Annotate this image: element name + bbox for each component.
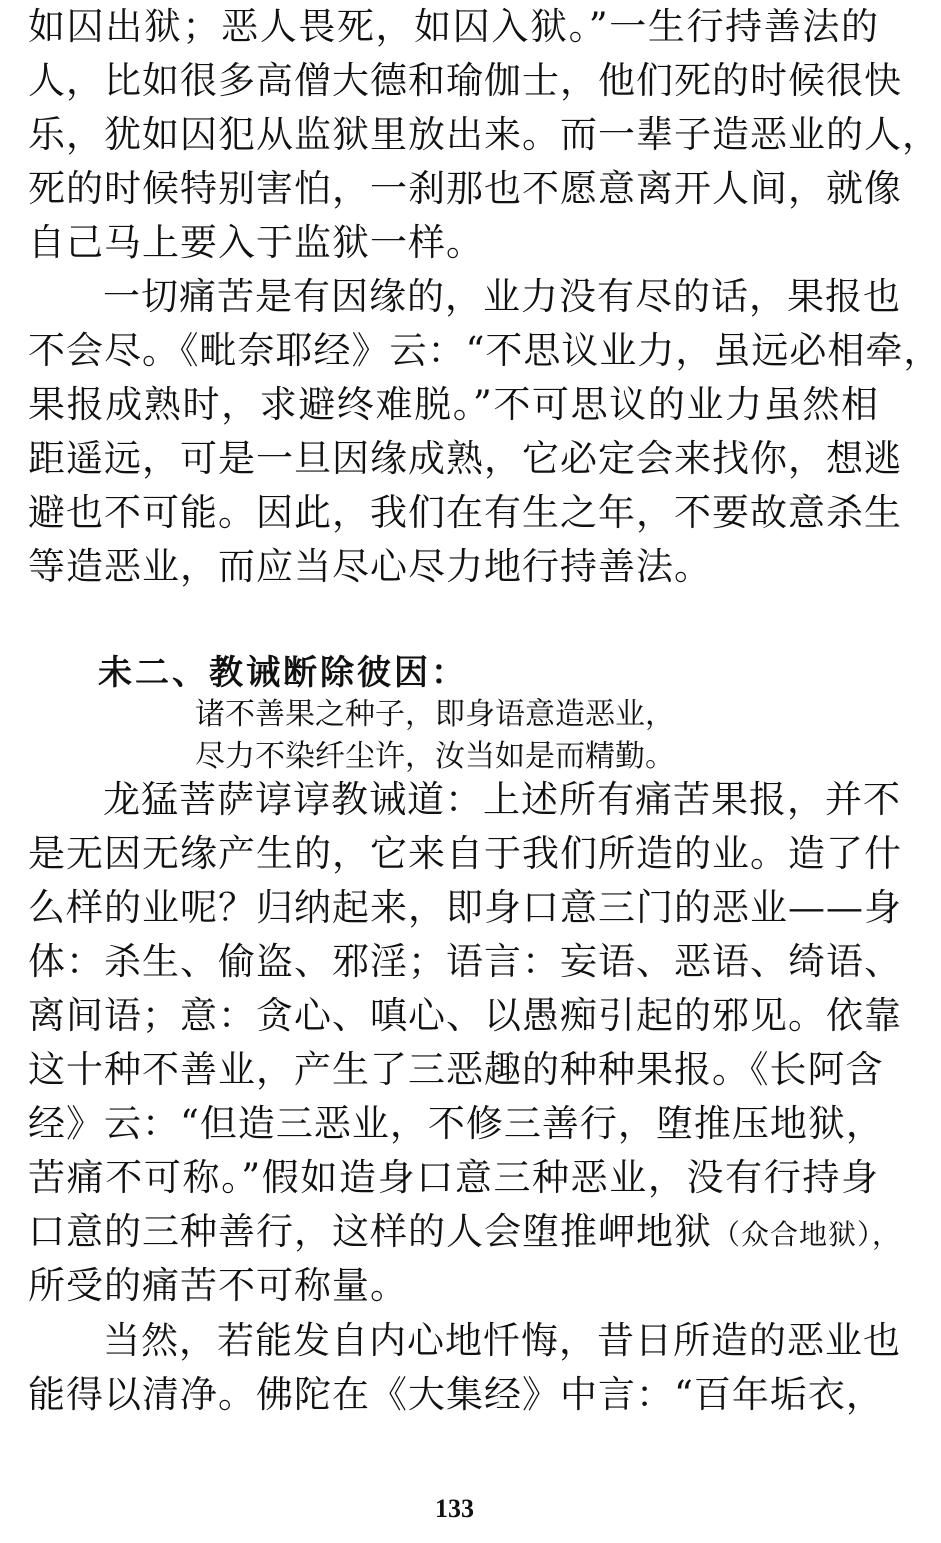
text-line: 体：杀生、偷盗、邪淫；语言：妄语、恶语、绮语、 [28, 940, 902, 983]
text-segment: 口意的三种善行，这样的人会堕推岬地狱 [28, 1210, 712, 1253]
text-line [28, 1205, 902, 1259]
text-line: 等造恶业，而应当尽心尽力地行持善法。 [28, 545, 712, 588]
text-line: 龙猛菩萨谆谆教诫道：上述所有痛苦果报，并不 [103, 778, 901, 821]
verse [195, 694, 675, 778]
text-line: 一切痛苦是有因缘的，业力没有尽的话，果报也 [103, 275, 901, 318]
paragraph-continued [28, 0, 940, 270]
text-line: 人，比如很多高僧大德和瑜伽士，他们死的时候很快 [28, 59, 902, 102]
text-line: 如囚出狱；恶人畏死，如囚入狱。”一生行持善法的 [28, 5, 879, 48]
text-line: 死的时候特别害怕，一刹那也不愿意离开人间，就像 [28, 167, 902, 210]
text-line: 不会尽。《毗奈耶经》云：“不思议业力，虽远必相牵， [28, 329, 941, 372]
text-line: 么样的业呢？归纳起来，即身口意三门的恶业——身 [28, 886, 902, 929]
text-line: 离间语；意：贪心、嗔心、以愚痴引起的邪见。依靠 [28, 994, 902, 1037]
text-line: 能得以清净。佛陀在《大集经》中言：“百年垢衣， [28, 1373, 884, 1416]
paragraph-karma [28, 270, 941, 594]
text-line: 是无因无缘产生的，它来自于我们所造的业。造了什 [28, 832, 902, 875]
paragraph-repentance [28, 1314, 901, 1422]
text-line: 自己马上要入于监狱一样。 [28, 221, 484, 264]
text-line: 这十种不善业，产生了三恶趣的种种果报。《长阿含 [28, 1048, 884, 1091]
text-line: 避也不可能。因此，我们在有生之年，不要故意杀生 [28, 491, 902, 534]
text-line: 苦痛不可称。”假如造身口意三种恶业，没有行持身 [28, 1156, 879, 1199]
page-number: 133 [435, 1494, 474, 1523]
text-line: 经》云：“但造三恶业，不修三善行，堕推压地狱， [28, 1102, 884, 1145]
verse-line: 诸不善果之种子，即身语意造恶业， [195, 697, 675, 732]
text-line: 果报成熟时，求避终难脱。”不可思议的业力虽然相 [28, 383, 879, 426]
verse-line: 尽力不染纤尘许，汝当如是而精勤。 [195, 739, 675, 774]
text-line: 乐，犹如囚犯从监狱里放出来。而一辈子造恶业的人， [28, 113, 940, 156]
text-line: 当然，若能发自内心地忏悔，昔日所造的恶业也 [103, 1319, 901, 1362]
section-heading: 未二、教诫断除彼因： [98, 653, 468, 693]
text-line: 所受的痛苦不可称量。 [28, 1264, 408, 1307]
text-line: 距遥远，可是一旦因缘成熟，它必定会来找你，想逃 [28, 437, 902, 480]
text-note: （众合地狱）， [712, 1218, 902, 1251]
paragraph-commentary [28, 773, 902, 1313]
